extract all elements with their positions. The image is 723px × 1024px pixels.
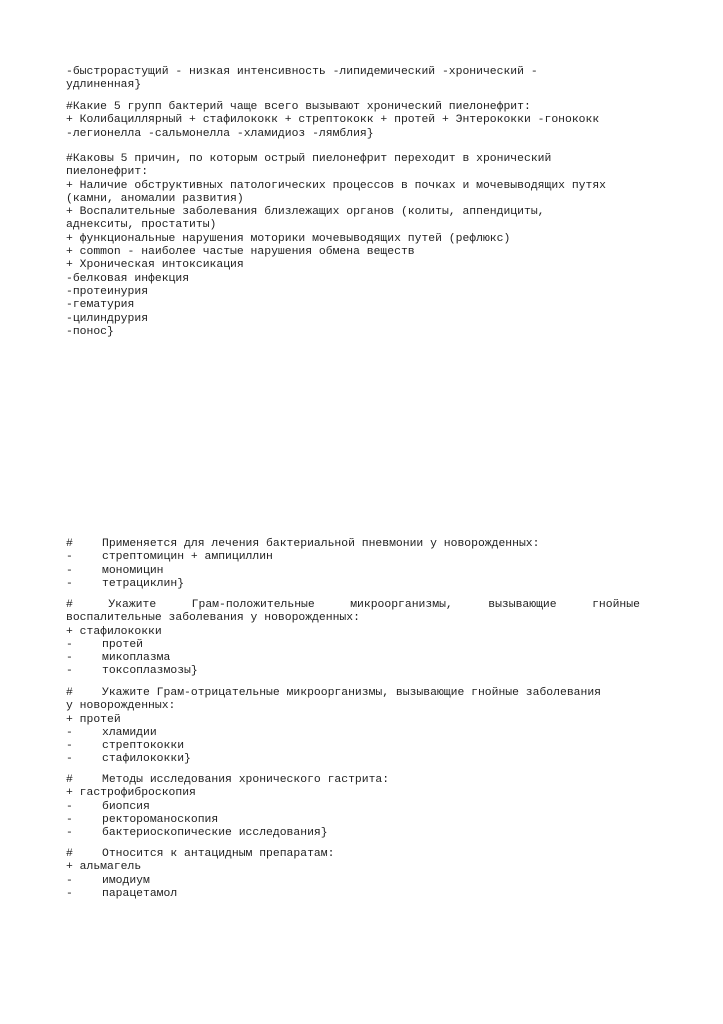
- question-text: Укажите Грам-отрицательные микроорганизмы, вызывающие гнойные заболевания: [102, 687, 601, 699]
- text-line: пиелонефрит:: [66, 166, 149, 179]
- text-line: -цилиндрурия: [66, 312, 149, 325]
- text-line: + common - наиболее частые нарушения обмена веществ: [66, 246, 415, 259]
- answer-option: [66, 639, 640, 652]
- question-text: у новорожденных:: [66, 700, 176, 713]
- option-marker: -: [66, 800, 73, 813]
- text-line: (камни, аномалии развития): [66, 192, 244, 205]
- question-word: Грам-положительные: [191, 599, 315, 611]
- question-gram-negative: [66, 687, 646, 767]
- correct-answer: + гастрофиброскопия: [66, 787, 196, 800]
- question-text: Методы исследования хронического гастрита:: [102, 774, 390, 786]
- answer-block-previous: [66, 66, 646, 93]
- option-marker: -: [66, 874, 73, 887]
- question-gram-positive: [66, 599, 640, 679]
- option-text: мономицин: [102, 564, 164, 577]
- question-word: вызывающие: [488, 599, 557, 611]
- question-text: #Каковы 5 причин, по которым острый пиелонефрит переходит в хронический: [66, 153, 552, 165]
- answer-option: [66, 665, 640, 678]
- option-marker: -: [66, 652, 73, 665]
- correct-answer: + стафилококки: [66, 625, 162, 638]
- question-line: [66, 538, 646, 551]
- text-line: + Колибациллярный + стафилококк + стрептококк + протей + Энтерококки -гонококк: [66, 114, 600, 127]
- text-line: удлиненная}: [66, 79, 142, 92]
- text-line: -гематурия: [66, 299, 135, 312]
- option-text: стафилококки}: [102, 753, 191, 766]
- answer-option: [66, 875, 646, 888]
- answer-option: [66, 888, 646, 901]
- option-marker: -: [66, 665, 73, 678]
- option-marker: -: [66, 726, 73, 739]
- option-text: стрептомицин + ампициллин: [102, 551, 273, 564]
- option-text: протей: [102, 638, 144, 651]
- option-marker: -: [66, 564, 73, 577]
- correct-answer: + протей: [66, 713, 121, 726]
- option-text: парацетамол: [102, 887, 178, 900]
- question-marker: #: [66, 538, 73, 550]
- text-line: + Наличие обструктивных патологических процессов в почках и мочевыводящих путях: [66, 179, 607, 192]
- question-bacteria-groups: [66, 101, 646, 141]
- text-line: -белковая инфекция: [66, 272, 190, 285]
- question-line: [66, 774, 646, 787]
- text-line: -быстрорастущий - низкая интенсивность -липидемический -хронический -: [66, 66, 538, 78]
- question-line: [66, 687, 646, 700]
- question-text: #Какие 5 групп бактерий чаще всего вызывают хронический пиелонефрит:: [66, 101, 531, 113]
- answer-option: [66, 801, 646, 814]
- text-line: аднекситы, простатиты): [66, 219, 217, 232]
- question-marker: #: [66, 599, 73, 611]
- question-word: микроорганизмы,: [350, 599, 453, 611]
- question-text: воспалительные заболевания у новорожденных:: [66, 612, 360, 625]
- option-marker: -: [66, 753, 73, 766]
- option-text: бактериоскопические исследования}: [102, 827, 328, 840]
- question-pneumonia-treatment: [66, 538, 646, 591]
- option-text: хламидии: [102, 726, 157, 739]
- answer-option: [66, 727, 646, 740]
- option-text: биопсия: [102, 800, 150, 813]
- option-marker: -: [66, 740, 73, 753]
- text-line: -понос}: [66, 325, 114, 338]
- option-marker: -: [66, 827, 73, 840]
- answer-option: [66, 652, 640, 665]
- option-marker: -: [66, 887, 73, 900]
- option-text: ректороманоскопия: [102, 813, 219, 826]
- option-text: тетрациклин}: [102, 577, 185, 590]
- answer-option: [66, 814, 646, 827]
- option-text: микоплазма: [102, 652, 171, 665]
- answer-option: [66, 578, 646, 591]
- question-marker: #: [66, 848, 73, 860]
- option-text: стрептококки: [102, 740, 185, 753]
- text-line: + функциональные нарушения моторики мочевыводящих путей (рефлюкс): [66, 232, 511, 245]
- text-line: + Воспалительные заболевания близлежащих органов (колиты, аппендициты,: [66, 206, 545, 219]
- option-text: токсоплазмозы}: [102, 665, 198, 678]
- question-antacids: [66, 848, 646, 901]
- answer-option: [66, 551, 646, 564]
- question-marker: #: [66, 687, 73, 699]
- option-marker: -: [66, 551, 73, 564]
- answer-option: [66, 740, 646, 753]
- option-marker: -: [66, 577, 73, 590]
- question-text: Применяется для лечения бактериальной пневмонии у новорожденных:: [102, 538, 540, 550]
- question-chronic-causes: [66, 153, 646, 339]
- text-line: -легионелла -сальмонелла -хламидиоз -лямблия}: [66, 127, 374, 140]
- question-word: Укажите: [108, 599, 157, 611]
- option-marker: -: [66, 638, 73, 651]
- question-word: гнойные: [592, 599, 640, 611]
- answer-option: [66, 753, 646, 766]
- option-marker: -: [66, 813, 73, 826]
- correct-answer: + альмагель: [66, 861, 142, 874]
- question-marker: #: [66, 774, 73, 786]
- answer-option: [66, 827, 646, 840]
- question-line: [66, 848, 646, 861]
- question-gastritis-methods: [66, 774, 646, 840]
- question-text: Относится к антацидным препаратам:: [102, 848, 335, 860]
- text-line: + Хроническая интоксикация: [66, 259, 244, 272]
- question-line: [66, 599, 640, 612]
- option-text: имодиум: [102, 874, 150, 887]
- text-line: -протеинурия: [66, 285, 149, 298]
- answer-option: [66, 565, 646, 578]
